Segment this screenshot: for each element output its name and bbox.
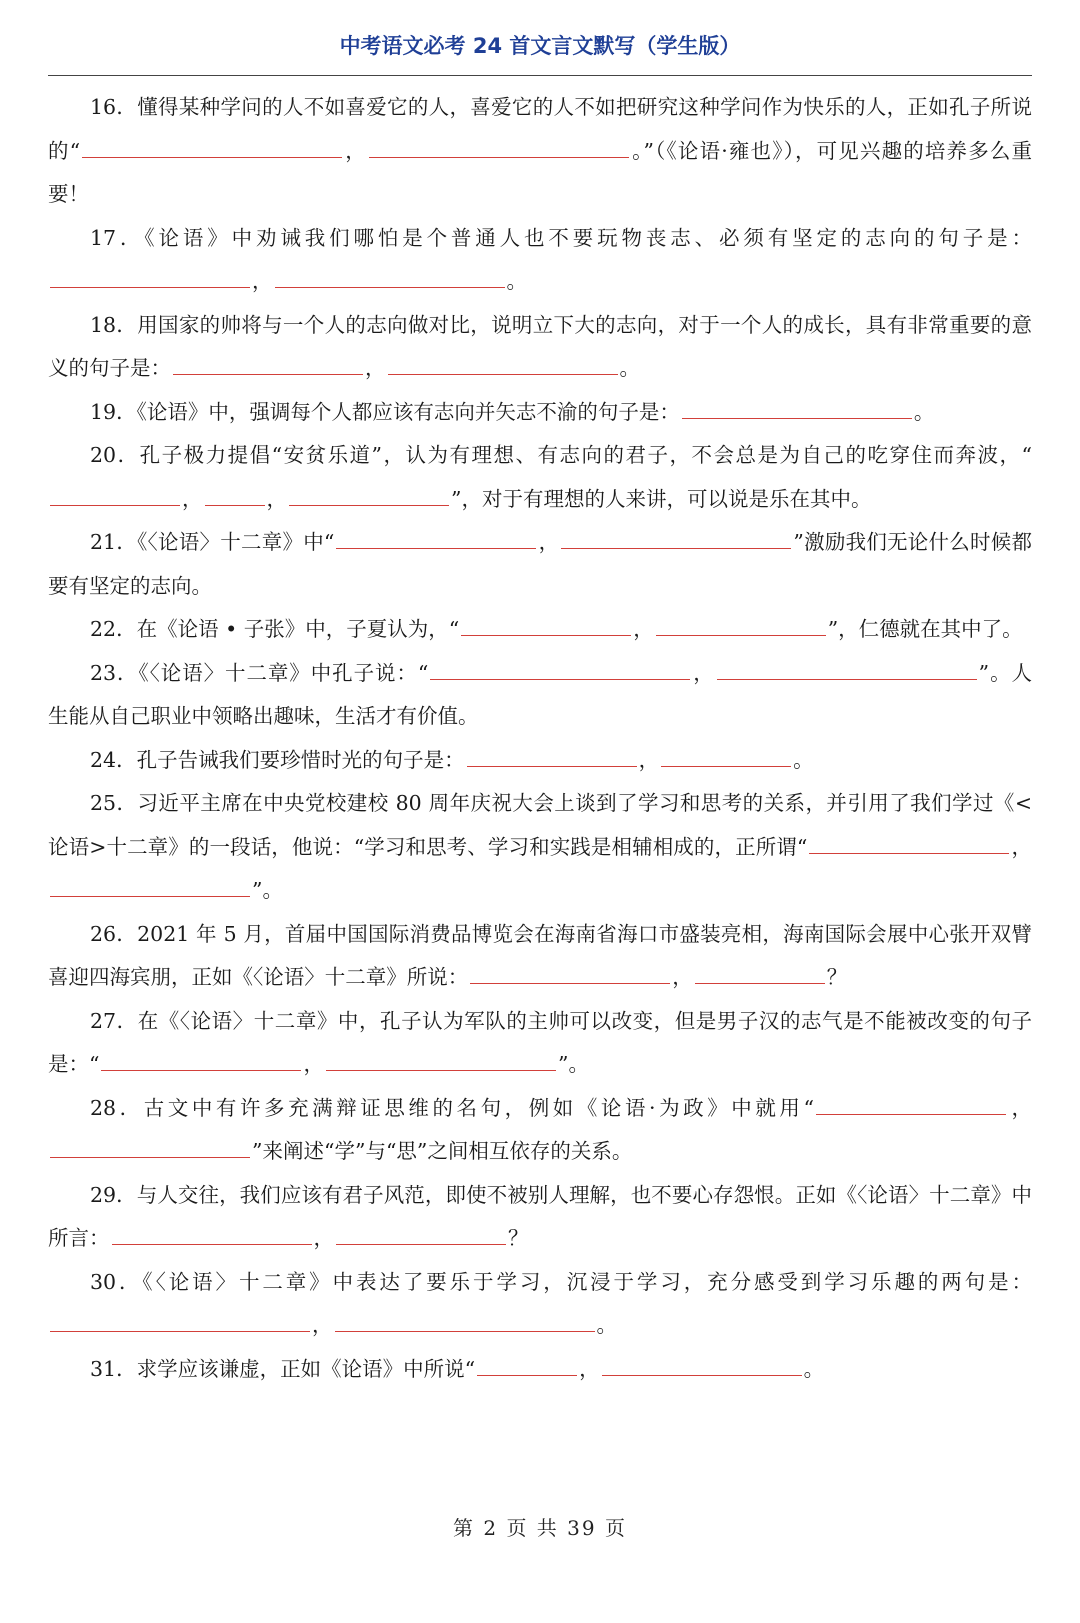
separator: ， xyxy=(252,269,273,293)
question-text-end: ”。人生能从自己职业中领略出趣味，生活才有价值。 xyxy=(48,660,1032,728)
separator: ， xyxy=(638,747,660,772)
answer-blank[interactable] xyxy=(50,263,250,288)
question-number: 28． xyxy=(90,1095,144,1120)
question-number: 22． xyxy=(90,617,137,641)
answer-blank[interactable] xyxy=(656,611,826,636)
question-text: 求学应该谦虚，正如《论语》中所说“ xyxy=(136,1356,476,1381)
question-text: 《论语》中劝诫我们哪怕是个普通人也不要玩物丧志、必须有坚定的志向的句子是： xyxy=(144,225,1033,250)
answer-blank[interactable] xyxy=(335,1307,595,1332)
question-text-end: ？ xyxy=(826,965,848,989)
question-number: 30． xyxy=(90,1269,143,1294)
question-text-end: 。”（《论语·雍也》），可见兴趣的培养多么重要！ xyxy=(48,138,1033,206)
separator: ， xyxy=(182,486,203,511)
question-text-end: ？ xyxy=(508,1226,529,1250)
question-text: 与人交往，我们应该有君子风范，即使不被别人理解，也不要心存怨恨。正如《〈论语〉十二章》中所言： xyxy=(48,1182,1032,1250)
question-text: 《〈论语〉十二章》中表达了要乐于学习，沉浸于学习，充分感受到学习乐趣的两句是： xyxy=(142,1269,1032,1294)
separator: ， xyxy=(365,356,386,380)
question-text-end: 。 xyxy=(913,399,935,424)
question-25 xyxy=(48,782,1032,913)
question-text-end: ”。 xyxy=(252,878,283,902)
question-text: 《论语》中，强调每个人都应该有志向并矢志不渝的句子是： xyxy=(136,399,680,424)
answer-blank[interactable] xyxy=(682,394,912,419)
question-29 xyxy=(48,1174,1032,1261)
question-text-end: 。 xyxy=(596,1313,617,1337)
separator: ， xyxy=(303,1052,324,1076)
question-22 xyxy=(48,608,1032,652)
answer-blank[interactable] xyxy=(112,1220,312,1245)
question-number: 26． xyxy=(90,921,138,946)
answer-blank[interactable] xyxy=(50,1307,310,1332)
question-text: 在《〈论语〉十二章》中，孔子认为军队的主帅可以改变，但是男子汉的志气是不能被改变的句子是：“ xyxy=(48,1008,1032,1076)
question-text: 孔子告诫我们要珍惜时光的句子是： xyxy=(136,747,465,772)
separator: ， xyxy=(1011,834,1033,859)
answer-blank[interactable] xyxy=(50,872,250,897)
question-24 xyxy=(48,739,1032,783)
answer-blank[interactable] xyxy=(430,655,690,680)
separator: ， xyxy=(692,660,715,685)
question-number: 29． xyxy=(90,1182,137,1207)
question-text-end: ”激励我们无论什么时候都要有坚定的志向。 xyxy=(48,530,1032,598)
question-text-end: 。 xyxy=(506,269,527,293)
question-text-end: ”，对于有理想的人来讲，可以说是乐在其中。 xyxy=(451,486,872,511)
question-number: 24． xyxy=(90,747,137,772)
answer-blank[interactable] xyxy=(388,350,618,375)
answer-blank[interactable] xyxy=(561,524,791,549)
answer-blank[interactable] xyxy=(695,959,825,984)
question-number: 25． xyxy=(90,791,138,815)
answer-blank[interactable] xyxy=(470,959,670,984)
question-16 xyxy=(48,86,1032,217)
answer-blank[interactable] xyxy=(50,481,180,506)
page-number: 第 2 页 共 39 页 xyxy=(453,1516,627,1540)
question-number: 27． xyxy=(90,1008,138,1033)
separator: ， xyxy=(313,1226,334,1250)
answer-blank[interactable] xyxy=(173,350,363,375)
question-28 xyxy=(48,1087,1032,1174)
answer-blank[interactable] xyxy=(50,1133,250,1158)
question-text: 古文中有许多充满辩证思维的名句，例如《论语·为政》中就用“ xyxy=(143,1095,814,1120)
separator: ， xyxy=(1007,1095,1032,1120)
question-list xyxy=(48,86,1032,1391)
question-text-end: 。 xyxy=(803,1356,825,1381)
question-text-end: ”，仁德就在其中了。 xyxy=(827,617,1023,641)
question-21 xyxy=(48,521,1032,608)
question-18 xyxy=(48,304,1032,391)
question-number: 19． xyxy=(90,399,137,424)
answer-blank[interactable] xyxy=(336,524,536,549)
question-number: 21． xyxy=(90,530,138,554)
question-text: 孔子极力提倡“安贫乐道”，认为有理想、有志向的君子，不会总是为自己的吃穿住而奔波，“ xyxy=(139,443,1032,467)
answer-blank[interactable] xyxy=(816,1090,1006,1115)
answer-blank[interactable] xyxy=(717,655,977,680)
answer-blank[interactable] xyxy=(661,742,791,767)
question-text: 《〈论语〉十二章》中孔子说：“ xyxy=(138,660,429,685)
separator: ， xyxy=(344,138,367,163)
question-26 xyxy=(48,913,1032,1000)
question-23 xyxy=(48,652,1032,739)
answer-blank[interactable] xyxy=(461,611,631,636)
question-27 xyxy=(48,1000,1032,1087)
question-text: 《〈论语〉十二章》中“ xyxy=(137,530,335,554)
question-number: 16． xyxy=(90,95,138,119)
question-17 xyxy=(48,217,1032,304)
answer-blank[interactable] xyxy=(275,263,505,288)
question-31 xyxy=(48,1348,1032,1392)
question-number: 31． xyxy=(90,1356,137,1381)
separator: ， xyxy=(266,486,287,511)
document-title: 中考语文必考 24 首文言文默写（学生版） xyxy=(339,34,741,58)
answer-blank[interactable] xyxy=(602,1351,802,1376)
question-30 xyxy=(48,1261,1032,1348)
question-19 xyxy=(48,391,1032,435)
question-text-end: 。 xyxy=(793,747,814,772)
answer-blank[interactable] xyxy=(326,1046,556,1071)
answer-blank[interactable] xyxy=(82,133,342,158)
question-number: 23． xyxy=(90,660,139,685)
question-20 xyxy=(48,434,1032,521)
header-divider xyxy=(48,75,1032,76)
answer-blank[interactable] xyxy=(369,133,629,158)
question-text: 懂得某种学问的人不如喜爱它的人，喜爱它的人不如把研究这种学问作为快乐的人，正如孔子所说的“ xyxy=(48,95,1032,163)
question-text-end: ”。 xyxy=(557,1052,589,1076)
answer-blank[interactable] xyxy=(336,1220,506,1245)
separator: ， xyxy=(312,1313,333,1337)
question-text: 用国家的帅将与一个人的志向做对比，说明立下大的志向，对于一个人的成长，具有非常重要的意义的句子是： xyxy=(48,312,1032,380)
answer-blank[interactable] xyxy=(467,742,637,767)
answer-blank[interactable] xyxy=(477,1351,577,1376)
question-text: 习近平主席在中央党校建校 80 周年庆祝大会上谈到了学习和思考的关系，并引用了我们学过《<论语>十二章》的一段话，他说：“学习和思考、学习和实践是相辅相成的，正所谓“ xyxy=(48,791,1033,859)
answer-blank[interactable] xyxy=(289,481,449,506)
answer-blank[interactable] xyxy=(205,481,265,506)
question-text: 2021 年 5 月，首届中国国际消费品博览会在海南省海口市盛装亮相，海南国际会展中心张开双臂喜迎四海宾朋，正如《〈论语〉十二章》所说： xyxy=(48,921,1032,989)
question-text-end: 。 xyxy=(619,356,640,380)
answer-blank[interactable] xyxy=(809,829,1009,854)
separator: ， xyxy=(672,965,693,989)
question-number: 17． xyxy=(90,225,145,250)
question-text: 在《论语 • 子张》中，子夏认为，“ xyxy=(136,617,460,641)
question-number: 20． xyxy=(90,443,140,467)
separator: ， xyxy=(579,1356,600,1381)
question-number: 18． xyxy=(90,312,138,337)
question-text-end: ”来阐述“学”与“思”之间相互依存的关系。 xyxy=(252,1139,633,1163)
answer-blank[interactable] xyxy=(101,1046,301,1071)
separator: ， xyxy=(538,530,560,554)
separator: ， xyxy=(633,617,654,641)
